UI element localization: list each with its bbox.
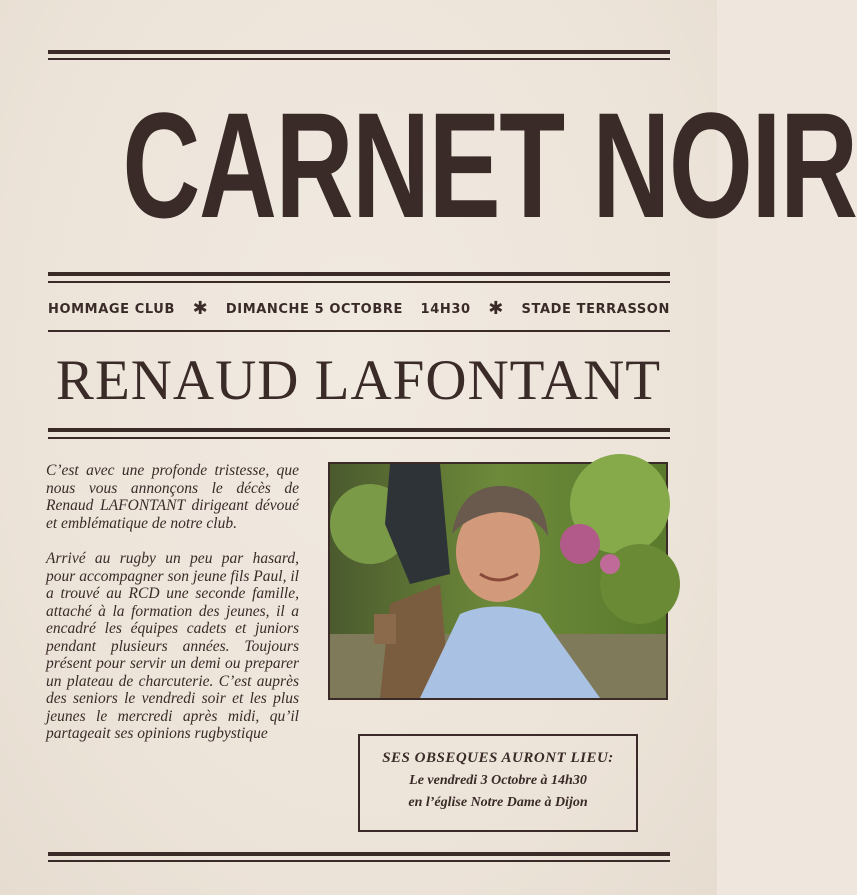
masthead-rule-thick	[48, 272, 670, 276]
portrait-photo	[328, 462, 668, 700]
info-bar	[48, 296, 670, 322]
time-label: 14H30	[420, 301, 471, 317]
funeral-notice	[358, 734, 638, 832]
masthead-rule-thin	[48, 281, 670, 283]
article-paragraph-2: Arrivé au rugby un peu par hasard, pour accompagner son jeune fils Paul, il a trouvé au RCD une seconde famille, attaché à la formation des jeunes, il a encadré les équipes cadets et juniors pendant plusieurs années. Toujours présent pour servir un demi ou preparer un plateau de charcuterie. C’est auprès des seniors le vendredi soir et les plus jeunes le mercredi après midi, qu’il partageait ses opinions rugbystique	[46, 550, 299, 742]
portrait-illustration	[330, 464, 666, 698]
funeral-place-line: en l’église Notre Dame à Dijon	[408, 795, 588, 810]
funeral-title: SES OBSEQUES AURONT LIEU:	[382, 750, 614, 766]
bottom-rule-thick	[48, 852, 670, 856]
person-name: RENAUD LAFONTANT	[55, 349, 662, 412]
article-paragraph-1: C’est avec une profonde tristesse, que nous vous annonçons le décès de Renaud LAFONTANT dirigeant dévoué et emblématique de notre club.	[46, 462, 299, 532]
name-rule-thick	[48, 428, 670, 432]
asterisk-icon: ✱	[488, 298, 504, 319]
bottom-rule-thin	[48, 860, 670, 862]
event-label: HOMMAGE CLUB	[48, 301, 175, 317]
asterisk-icon: ✱	[192, 298, 209, 319]
place-label: STADE TERRASSON	[521, 301, 670, 317]
article-text	[46, 462, 299, 761]
name-rule-thin	[48, 437, 670, 439]
masthead-title: CARNET NOIR	[122, 81, 857, 249]
top-rule-thick	[48, 50, 670, 54]
top-rule-thin	[48, 58, 670, 60]
infobar-rule	[48, 330, 670, 332]
funeral-date-line: Le vendredi 3 Octobre à 14h30	[409, 773, 587, 788]
date-label: DIMANCHE 5 OCTOBRE	[225, 301, 403, 317]
